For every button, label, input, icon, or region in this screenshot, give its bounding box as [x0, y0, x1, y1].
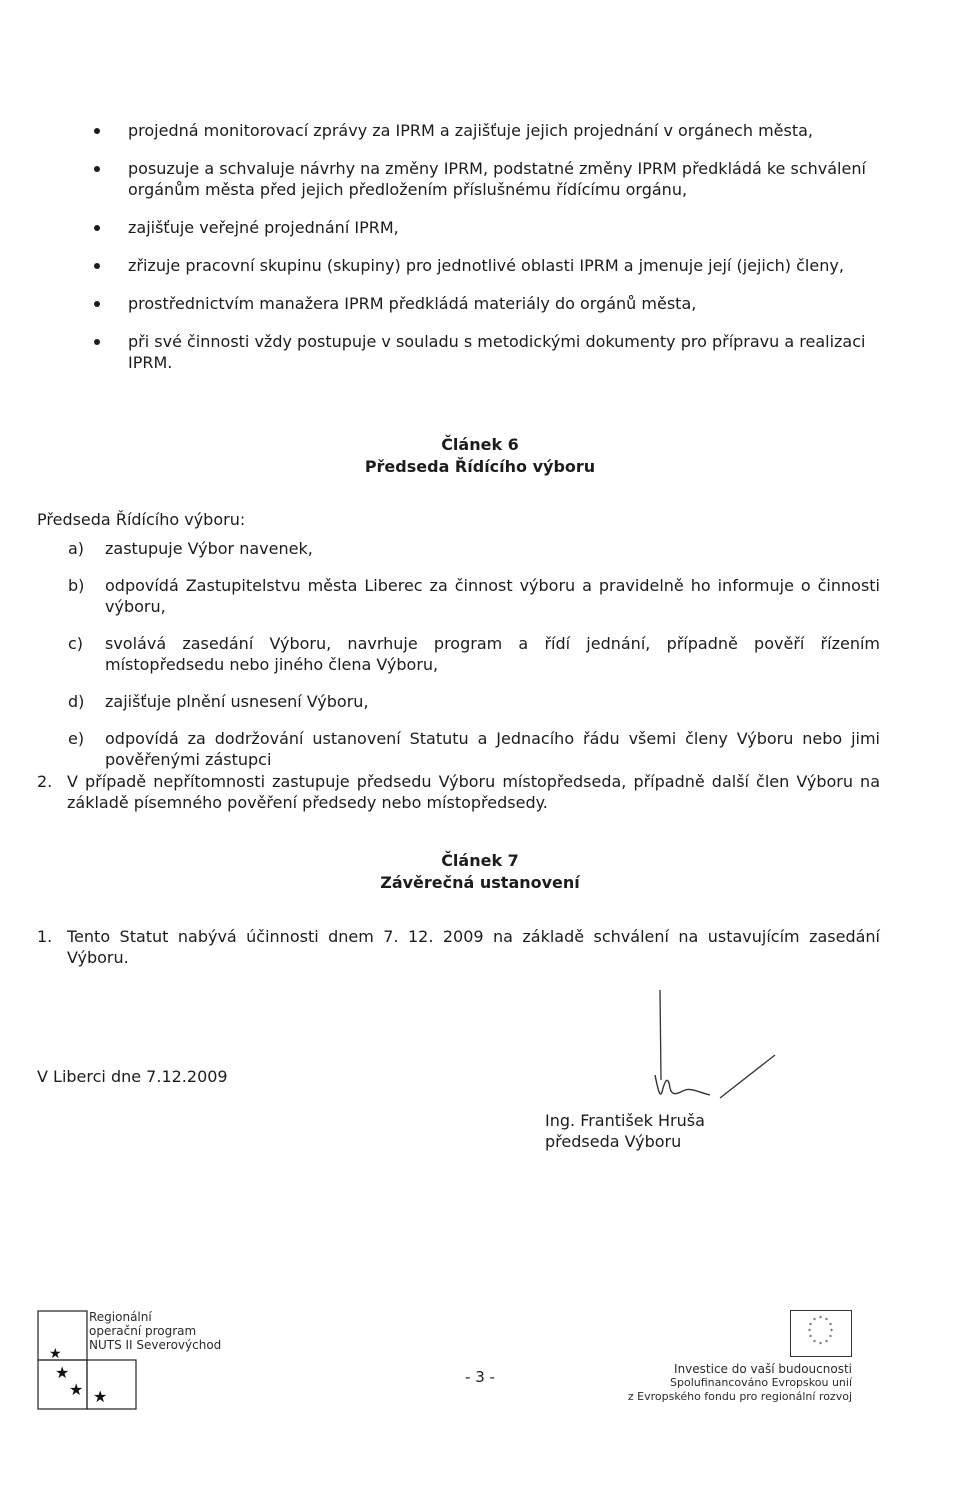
- svg-text:*: *: [829, 1334, 832, 1341]
- bullet-icon: [94, 225, 100, 231]
- svg-text:*: *: [819, 1341, 822, 1348]
- svg-text:★: ★: [55, 1363, 70, 1382]
- program-name: Regionální operační program NUTS II Severovýchod: [89, 1310, 222, 1352]
- svg-text:*: *: [809, 1322, 812, 1329]
- svg-text:*: *: [813, 1317, 816, 1324]
- numbered-paragraph: 2. V případě nepřítomnosti zastupuje předsedu Výboru místopředseda, případně další člen Výboru na základě písemného pověření předsedy nebo místopředsedy.: [37, 772, 880, 812]
- list-item: c) svolává zasedání Výboru, navrhuje program a řídí jednání, případně pověří řízením místopředsedu nebo jiného člena Výboru,: [68, 634, 880, 674]
- bullet-icon: [94, 128, 100, 134]
- lettered-list: [68, 538, 880, 786]
- article-number: Článek 7: [441, 851, 519, 870]
- list-item: zajišťuje veřejné projednání IPRM,: [90, 217, 880, 238]
- svg-text:*: *: [825, 1317, 828, 1324]
- svg-text:*: *: [813, 1339, 816, 1346]
- article-6-heading: [0, 434, 960, 478]
- article-7-heading: [0, 850, 960, 894]
- bullet-list: [90, 120, 880, 390]
- svg-text:★: ★: [49, 1346, 62, 1362]
- svg-text:*: *: [819, 1315, 822, 1322]
- list-item: b) odpovídá Zastupitelstvu města Liberec za činnost výboru a pravidelně ho informuje o činnosti výboru,: [68, 576, 880, 616]
- handwritten-signature: [520, 980, 780, 1120]
- bullet-icon: [94, 339, 100, 345]
- bullet-icon: [94, 301, 100, 307]
- svg-text:★: ★: [93, 1387, 108, 1406]
- article-number: Článek 6: [441, 435, 519, 454]
- list-item: při své činnosti vždy postupuje v souladu s metodickými dokumenty pro přípravu a realizaci IPRM.: [90, 331, 880, 373]
- svg-text:*: *: [825, 1339, 828, 1346]
- article-title: Předseda Řídícího výboru: [364, 457, 596, 476]
- svg-text:*: *: [829, 1322, 832, 1329]
- signer-name: Ing. František Hruša: [545, 1111, 705, 1130]
- list-item: posuzuje a schvaluje návrhy na změny IPRM, podstatné změny IPRM předkládá ke schválení orgánům města před jejich předložením příslušnému řídícímu orgánu,: [90, 158, 880, 200]
- eu-flag-icon: [790, 1310, 852, 1357]
- list-item: zřizuje pracovní skupinu (skupiny) pro jednotlivé oblasti IPRM a jmenuje její (jejich) členy,: [90, 255, 880, 276]
- list-item: e) odpovídá za dodržování ustanovení Statutu a Jednacího řádu všemi členy Výboru nebo jimi pověřenými zástupci: [68, 729, 880, 769]
- place-date: V Liberci dne 7.12.2009: [37, 1067, 228, 1086]
- svg-text:*: *: [830, 1328, 833, 1335]
- list-item: d) zajišťuje plnění usnesení Výboru,: [68, 692, 369, 711]
- numbered-paragraph: 1. Tento Statut nabývá účinnosti dnem 7. 12. 2009 na základě schválení na ustavujícím zasedání Výboru.: [37, 927, 880, 967]
- signer-role: předseda Výboru: [545, 1132, 682, 1151]
- eu-slogan: Investice do vaší budoucnosti Spolufinancováno Evropskou unií z Evropského fondu pro regionální rozvoj: [627, 1362, 852, 1403]
- svg-text:*: *: [809, 1334, 812, 1341]
- signature-block: [545, 1110, 705, 1152]
- svg-text:★: ★: [69, 1380, 84, 1399]
- list-item: prostřednictvím manažera IPRM předkládá materiály do orgánů města,: [90, 293, 880, 314]
- bullet-icon: [94, 263, 100, 269]
- svg-text:*: *: [808, 1328, 811, 1335]
- list-item: a) zastupuje Výbor navenek,: [68, 539, 313, 558]
- bullet-icon: [94, 166, 100, 172]
- article-intro: Předseda Řídícího výboru:: [37, 510, 246, 529]
- page-number: - 3 -: [465, 1368, 495, 1386]
- article-title: Závěrečná ustanovení: [380, 873, 580, 892]
- list-item: projedná monitorovací zprávy za IPRM a zajišťuje jejich projednání v orgánech města,: [90, 120, 880, 141]
